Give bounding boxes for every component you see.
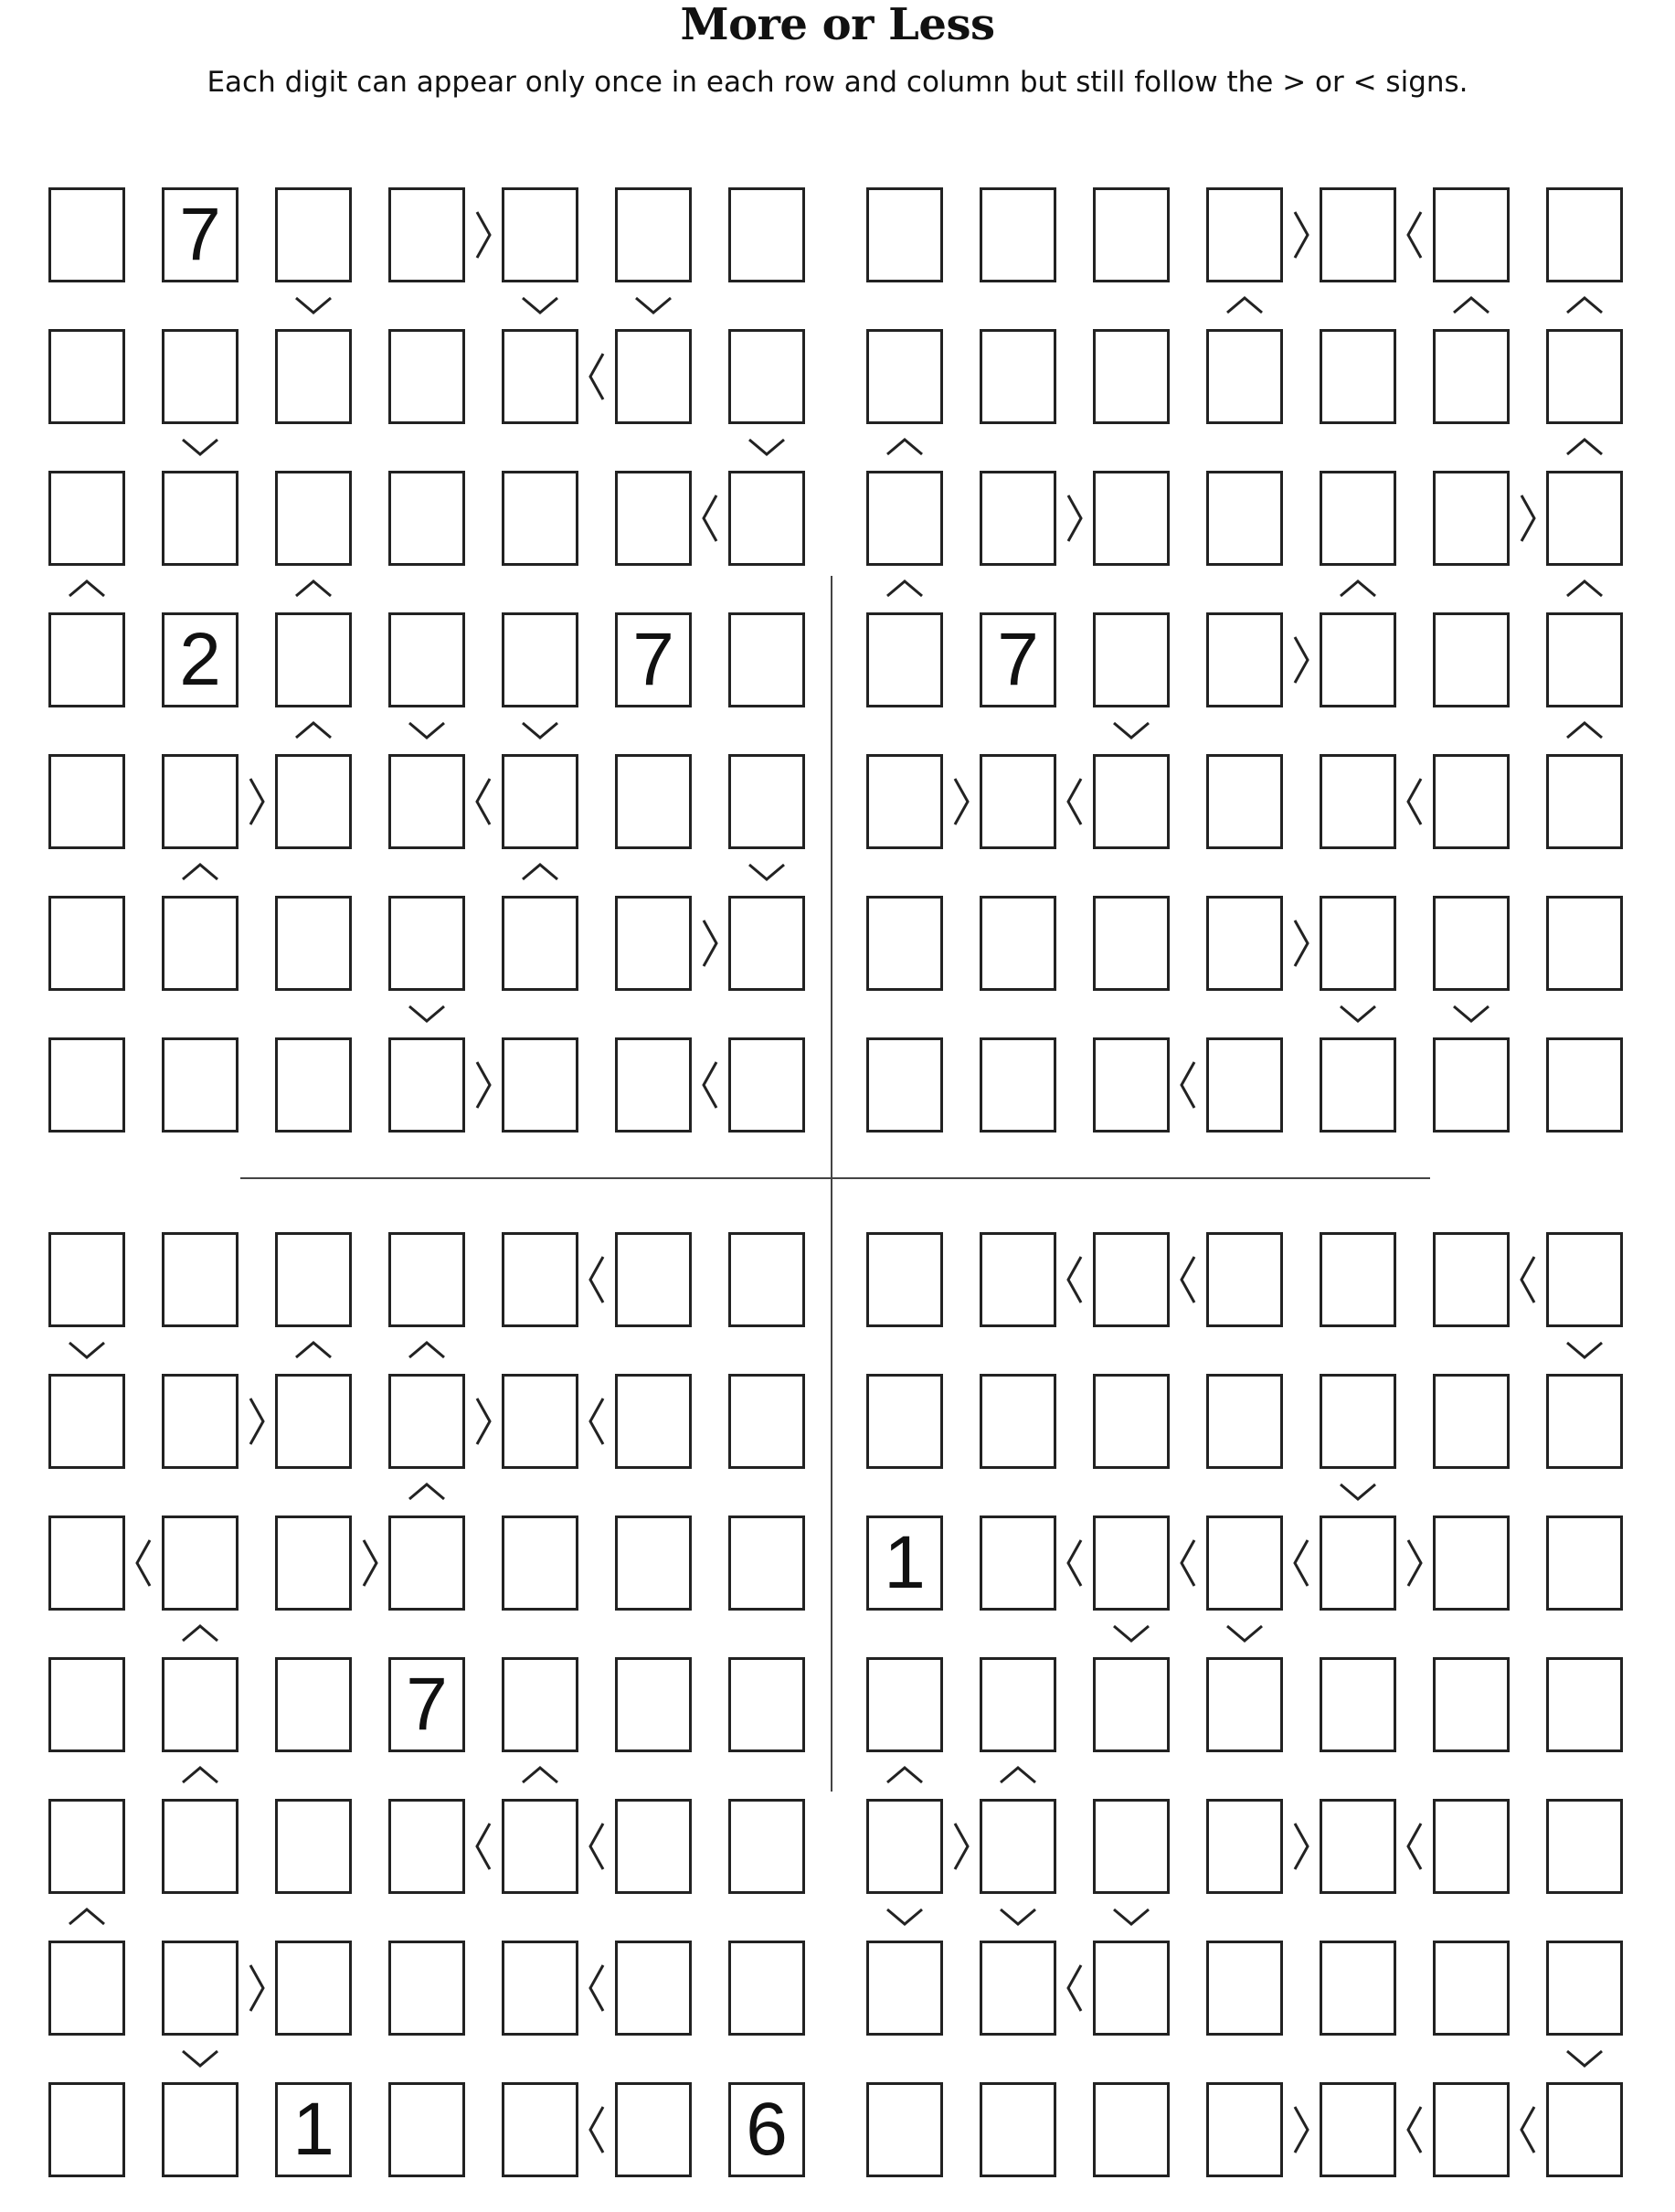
empty-cell[interactable]	[615, 187, 692, 282]
up-comparison-sign	[180, 860, 220, 884]
empty-cell[interactable]	[615, 1657, 692, 1752]
empty-cell[interactable]	[980, 1657, 1056, 1752]
given-cell: 1	[275, 2082, 352, 2177]
less-than-sign	[1177, 1537, 1199, 1589]
up-comparison-sign	[407, 1480, 447, 1504]
greater-than-sign	[246, 1962, 268, 2014]
empty-cell[interactable]	[388, 612, 465, 707]
empty-cell[interactable]	[615, 471, 692, 566]
empty-cell[interactable]	[1093, 187, 1170, 282]
empty-cell[interactable]	[728, 1941, 805, 2036]
given-cell: 2	[162, 612, 239, 707]
down-comparison-sign	[67, 1338, 107, 1362]
down-comparison-sign	[293, 293, 334, 317]
empty-cell[interactable]	[1320, 1941, 1396, 2036]
empty-cell[interactable]	[615, 2082, 692, 2177]
empty-cell[interactable]	[48, 1941, 125, 2036]
empty-cell[interactable]	[1320, 471, 1396, 566]
empty-cell[interactable]	[1546, 2082, 1623, 2177]
empty-cell[interactable]	[275, 1657, 352, 1752]
down-comparison-sign	[520, 293, 560, 317]
empty-cell[interactable]	[980, 471, 1056, 566]
up-comparison-sign	[1564, 577, 1605, 601]
empty-cell[interactable]	[1320, 1657, 1396, 1752]
less-than-sign	[1404, 1821, 1426, 1872]
empty-cell[interactable]	[1433, 754, 1510, 849]
empty-cell[interactable]	[1320, 329, 1396, 424]
empty-cell[interactable]	[162, 1374, 239, 1469]
less-than-sign	[1064, 1537, 1086, 1589]
greater-than-sign	[1290, 209, 1312, 261]
up-comparison-sign	[885, 435, 925, 459]
empty-cell[interactable]	[1546, 1657, 1623, 1752]
up-comparison-sign	[998, 1763, 1038, 1787]
empty-cell[interactable]	[866, 1657, 943, 1752]
empty-cell[interactable]	[275, 1799, 352, 1894]
empty-cell[interactable]	[1546, 1515, 1623, 1611]
up-comparison-sign	[293, 577, 334, 601]
empty-cell[interactable]	[1546, 1799, 1623, 1894]
empty-cell[interactable]	[980, 1515, 1056, 1611]
empty-cell[interactable]	[980, 1941, 1056, 2036]
empty-cell[interactable]	[502, 471, 578, 566]
empty-cell[interactable]	[502, 1941, 578, 2036]
empty-cell[interactable]	[1093, 1515, 1170, 1611]
up-comparison-sign	[293, 1338, 334, 1362]
empty-cell[interactable]	[162, 329, 239, 424]
empty-cell[interactable]	[1546, 612, 1623, 707]
empty-cell[interactable]	[1546, 1941, 1623, 2036]
less-than-sign	[1064, 776, 1086, 827]
empty-cell[interactable]	[1546, 896, 1623, 991]
empty-cell[interactable]	[1433, 187, 1510, 282]
given-cell: 7	[615, 612, 692, 707]
up-comparison-sign	[1338, 577, 1378, 601]
empty-cell[interactable]	[502, 2082, 578, 2177]
down-comparison-sign	[998, 1905, 1038, 1929]
up-comparison-sign	[1564, 435, 1605, 459]
down-comparison-sign	[747, 860, 787, 884]
empty-cell[interactable]	[728, 471, 805, 566]
horizontal-divider	[240, 1177, 1430, 1179]
empty-cell[interactable]	[728, 1657, 805, 1752]
empty-cell[interactable]	[980, 1232, 1056, 1327]
empty-cell[interactable]	[1433, 1657, 1510, 1752]
empty-cell[interactable]	[162, 896, 239, 991]
given-cell: 7	[980, 612, 1056, 707]
empty-cell[interactable]	[1320, 896, 1396, 991]
empty-cell[interactable]	[48, 329, 125, 424]
up-comparison-sign	[67, 577, 107, 601]
empty-cell[interactable]	[728, 612, 805, 707]
less-than-sign	[699, 493, 721, 544]
up-comparison-sign	[67, 1905, 107, 1929]
less-than-sign	[586, 1396, 608, 1447]
empty-cell[interactable]	[1433, 1799, 1510, 1894]
empty-cell[interactable]	[48, 1799, 125, 1894]
empty-cell[interactable]	[1546, 1232, 1623, 1327]
empty-cell[interactable]	[728, 187, 805, 282]
up-comparison-sign	[1451, 293, 1491, 317]
empty-cell[interactable]	[980, 329, 1056, 424]
empty-cell[interactable]	[1433, 1374, 1510, 1469]
empty-cell[interactable]	[980, 2082, 1056, 2177]
empty-cell[interactable]	[1093, 1374, 1170, 1469]
empty-cell[interactable]	[48, 187, 125, 282]
empty-cell[interactable]	[48, 1374, 125, 1469]
empty-cell[interactable]	[1206, 1941, 1283, 2036]
empty-cell[interactable]	[502, 1799, 578, 1894]
empty-cell[interactable]	[48, 2082, 125, 2177]
empty-cell[interactable]	[48, 471, 125, 566]
greater-than-sign	[472, 1396, 494, 1447]
empty-cell[interactable]	[1320, 187, 1396, 282]
empty-cell[interactable]	[502, 1374, 578, 1469]
empty-cell[interactable]	[866, 1374, 943, 1469]
empty-cell[interactable]	[866, 187, 943, 282]
greater-than-sign	[246, 776, 268, 827]
less-than-sign	[586, 1254, 608, 1305]
empty-cell[interactable]	[1093, 754, 1170, 849]
greater-than-sign	[1290, 634, 1312, 686]
down-comparison-sign	[180, 2047, 220, 2070]
empty-cell[interactable]	[162, 1515, 239, 1611]
empty-cell[interactable]	[1320, 2082, 1396, 2177]
empty-cell[interactable]	[502, 1515, 578, 1611]
up-comparison-sign	[885, 1763, 925, 1787]
empty-cell[interactable]	[980, 1037, 1056, 1133]
empty-cell[interactable]	[1433, 1232, 1510, 1327]
empty-cell[interactable]	[866, 1037, 943, 1133]
empty-cell[interactable]	[1320, 1799, 1396, 1894]
up-comparison-sign	[180, 1763, 220, 1787]
empty-cell[interactable]	[1546, 187, 1623, 282]
empty-cell[interactable]	[1206, 1657, 1283, 1752]
up-comparison-sign	[1564, 293, 1605, 317]
empty-cell[interactable]	[866, 471, 943, 566]
empty-cell[interactable]	[980, 187, 1056, 282]
empty-cell[interactable]	[1093, 1799, 1170, 1894]
empty-cell[interactable]	[48, 612, 125, 707]
empty-cell[interactable]	[615, 1941, 692, 2036]
empty-cell[interactable]	[48, 1037, 125, 1133]
empty-cell[interactable]	[1206, 187, 1283, 282]
empty-cell[interactable]	[866, 1799, 943, 1894]
vertical-divider	[831, 576, 832, 1792]
greater-than-sign	[1064, 493, 1086, 544]
empty-cell[interactable]	[866, 896, 943, 991]
empty-cell[interactable]	[1206, 1515, 1283, 1611]
empty-cell[interactable]	[48, 896, 125, 991]
given-cell: 7	[388, 1657, 465, 1752]
empty-cell[interactable]	[275, 329, 352, 424]
empty-cell[interactable]	[388, 187, 465, 282]
down-comparison-sign	[633, 293, 673, 317]
empty-cell[interactable]	[1433, 896, 1510, 991]
less-than-sign	[586, 1821, 608, 1872]
empty-cell[interactable]	[980, 1799, 1056, 1894]
empty-cell[interactable]	[1093, 471, 1170, 566]
greater-than-sign	[1290, 2104, 1312, 2155]
empty-cell[interactable]	[1093, 329, 1170, 424]
empty-cell[interactable]	[980, 754, 1056, 849]
up-comparison-sign	[520, 860, 560, 884]
empty-cell[interactable]	[1546, 1374, 1623, 1469]
greater-than-sign	[246, 1396, 268, 1447]
less-than-sign	[1064, 1962, 1086, 2014]
less-than-sign	[586, 351, 608, 402]
empty-cell[interactable]	[162, 1232, 239, 1327]
down-comparison-sign	[180, 435, 220, 459]
empty-cell[interactable]	[615, 1374, 692, 1469]
page-title: More or Less	[680, 0, 995, 50]
greater-than-sign	[1290, 1821, 1312, 1872]
empty-cell[interactable]	[275, 1037, 352, 1133]
down-comparison-sign	[1111, 718, 1151, 742]
empty-cell[interactable]	[1093, 1657, 1170, 1752]
empty-cell[interactable]	[615, 1799, 692, 1894]
less-than-sign	[1404, 209, 1426, 261]
empty-cell[interactable]	[1433, 612, 1510, 707]
empty-cell[interactable]	[502, 329, 578, 424]
greater-than-sign	[1517, 493, 1539, 544]
instructions: Each digit can appear only once in each row and column but still follow the > or < signs.	[207, 66, 1468, 99]
empty-cell[interactable]	[1206, 896, 1283, 991]
empty-cell[interactable]	[48, 1232, 125, 1327]
down-comparison-sign	[1224, 1622, 1265, 1645]
greater-than-sign	[359, 1537, 381, 1589]
greater-than-sign	[472, 209, 494, 261]
empty-cell[interactable]	[275, 612, 352, 707]
empty-cell[interactable]	[1093, 1941, 1170, 2036]
empty-cell[interactable]	[615, 1232, 692, 1327]
greater-than-sign	[699, 918, 721, 969]
empty-cell[interactable]	[48, 1657, 125, 1752]
empty-cell[interactable]	[728, 754, 805, 849]
empty-cell[interactable]	[388, 1799, 465, 1894]
empty-cell[interactable]	[728, 329, 805, 424]
empty-cell[interactable]	[275, 471, 352, 566]
greater-than-sign	[472, 1059, 494, 1111]
empty-cell[interactable]	[728, 1037, 805, 1133]
empty-cell[interactable]	[866, 2082, 943, 2177]
up-comparison-sign	[1564, 718, 1605, 742]
greater-than-sign	[950, 776, 972, 827]
empty-cell[interactable]	[1320, 754, 1396, 849]
empty-cell[interactable]	[275, 896, 352, 991]
empty-cell[interactable]	[48, 1515, 125, 1611]
less-than-sign	[586, 1962, 608, 2014]
empty-cell[interactable]	[502, 896, 578, 991]
empty-cell[interactable]	[866, 754, 943, 849]
empty-cell[interactable]	[728, 896, 805, 991]
empty-cell[interactable]	[502, 612, 578, 707]
empty-cell[interactable]	[615, 1037, 692, 1133]
up-comparison-sign	[885, 577, 925, 601]
empty-cell[interactable]	[1546, 471, 1623, 566]
less-than-sign	[1517, 2104, 1539, 2155]
empty-cell[interactable]	[866, 329, 943, 424]
empty-cell[interactable]	[388, 329, 465, 424]
empty-cell[interactable]	[1093, 2082, 1170, 2177]
empty-cell[interactable]	[1206, 1374, 1283, 1469]
empty-cell[interactable]	[388, 896, 465, 991]
empty-cell[interactable]	[275, 187, 352, 282]
down-comparison-sign	[1451, 1002, 1491, 1026]
empty-cell[interactable]	[1206, 612, 1283, 707]
empty-cell[interactable]	[1433, 1941, 1510, 2036]
down-comparison-sign	[1564, 1338, 1605, 1362]
empty-cell[interactable]	[1320, 1232, 1396, 1327]
empty-cell[interactable]	[615, 896, 692, 991]
empty-cell[interactable]	[1320, 1037, 1396, 1133]
empty-cell[interactable]	[980, 1374, 1056, 1469]
given-cell: 7	[162, 187, 239, 282]
less-than-sign	[1290, 1537, 1312, 1589]
empty-cell[interactable]	[1206, 1037, 1283, 1133]
empty-cell[interactable]	[1433, 1037, 1510, 1133]
less-than-sign	[1177, 1059, 1199, 1111]
less-than-sign	[133, 1537, 154, 1589]
empty-cell[interactable]	[1433, 2082, 1510, 2177]
down-comparison-sign	[1338, 1002, 1378, 1026]
empty-cell[interactable]	[388, 1374, 465, 1469]
empty-cell[interactable]	[502, 1657, 578, 1752]
empty-cell[interactable]	[1546, 1037, 1623, 1133]
empty-cell[interactable]	[1433, 471, 1510, 566]
empty-cell[interactable]	[162, 2082, 239, 2177]
empty-cell[interactable]	[275, 1941, 352, 2036]
down-comparison-sign	[407, 718, 447, 742]
up-comparison-sign	[407, 1338, 447, 1362]
empty-cell[interactable]	[388, 1941, 465, 2036]
empty-cell[interactable]	[1206, 329, 1283, 424]
empty-cell[interactable]	[388, 1037, 465, 1133]
empty-cell[interactable]	[1206, 1232, 1283, 1327]
empty-cell[interactable]	[980, 896, 1056, 991]
down-comparison-sign	[407, 1002, 447, 1026]
up-comparison-sign	[293, 718, 334, 742]
greater-than-sign	[1404, 1537, 1426, 1589]
less-than-sign	[1517, 1254, 1539, 1305]
empty-cell[interactable]	[275, 1515, 352, 1611]
empty-cell[interactable]	[388, 1515, 465, 1611]
empty-cell[interactable]	[615, 329, 692, 424]
empty-cell[interactable]	[1546, 754, 1623, 849]
empty-cell[interactable]	[162, 1799, 239, 1894]
down-comparison-sign	[1111, 1905, 1151, 1929]
up-comparison-sign	[1224, 293, 1265, 317]
empty-cell[interactable]	[162, 1941, 239, 2036]
empty-cell[interactable]	[1093, 1232, 1170, 1327]
empty-cell[interactable]	[388, 471, 465, 566]
empty-cell[interactable]	[388, 1232, 465, 1327]
empty-cell[interactable]	[502, 187, 578, 282]
empty-cell[interactable]	[1206, 754, 1283, 849]
less-than-sign	[699, 1059, 721, 1111]
empty-cell[interactable]	[275, 1232, 352, 1327]
given-cell: 1	[866, 1515, 943, 1611]
empty-cell[interactable]	[275, 1374, 352, 1469]
empty-cell[interactable]	[1206, 1799, 1283, 1894]
empty-cell[interactable]	[275, 754, 352, 849]
empty-cell[interactable]	[866, 612, 943, 707]
empty-cell[interactable]	[1206, 471, 1283, 566]
empty-cell[interactable]	[866, 1941, 943, 2036]
empty-cell[interactable]	[162, 754, 239, 849]
empty-cell[interactable]	[866, 1232, 943, 1327]
less-than-sign	[1404, 2104, 1426, 2155]
empty-cell[interactable]	[1320, 612, 1396, 707]
empty-cell[interactable]	[1546, 329, 1623, 424]
empty-cell[interactable]	[502, 1037, 578, 1133]
given-cell: 6	[728, 2082, 805, 2177]
greater-than-sign	[1290, 918, 1312, 969]
empty-cell[interactable]	[1093, 612, 1170, 707]
down-comparison-sign	[1111, 1622, 1151, 1645]
empty-cell[interactable]	[1433, 1515, 1510, 1611]
less-than-sign	[472, 1821, 494, 1872]
down-comparison-sign	[1338, 1480, 1378, 1504]
empty-cell[interactable]	[1206, 2082, 1283, 2177]
down-comparison-sign	[520, 718, 560, 742]
empty-cell[interactable]	[388, 2082, 465, 2177]
empty-cell[interactable]	[162, 1037, 239, 1133]
empty-cell[interactable]	[615, 1515, 692, 1611]
empty-cell[interactable]	[502, 1232, 578, 1327]
less-than-sign	[472, 776, 494, 827]
greater-than-sign	[950, 1821, 972, 1872]
down-comparison-sign	[747, 435, 787, 459]
less-than-sign	[1064, 1254, 1086, 1305]
less-than-sign	[1177, 1254, 1199, 1305]
empty-cell[interactable]	[1433, 329, 1510, 424]
empty-cell[interactable]	[48, 754, 125, 849]
up-comparison-sign	[180, 1622, 220, 1645]
less-than-sign	[586, 2104, 608, 2155]
empty-cell[interactable]	[502, 754, 578, 849]
empty-cell[interactable]	[615, 754, 692, 849]
empty-cell[interactable]	[1093, 1037, 1170, 1133]
empty-cell[interactable]	[162, 471, 239, 566]
less-than-sign	[1404, 776, 1426, 827]
empty-cell[interactable]	[1320, 1515, 1396, 1611]
down-comparison-sign	[1564, 2047, 1605, 2070]
empty-cell[interactable]	[388, 754, 465, 849]
empty-cell[interactable]	[1093, 896, 1170, 991]
empty-cell[interactable]	[1320, 1374, 1396, 1469]
empty-cell[interactable]	[728, 1515, 805, 1611]
empty-cell[interactable]	[728, 1232, 805, 1327]
empty-cell[interactable]	[728, 1799, 805, 1894]
empty-cell[interactable]	[162, 1657, 239, 1752]
up-comparison-sign	[520, 1763, 560, 1787]
empty-cell[interactable]	[728, 1374, 805, 1469]
down-comparison-sign	[885, 1905, 925, 1929]
